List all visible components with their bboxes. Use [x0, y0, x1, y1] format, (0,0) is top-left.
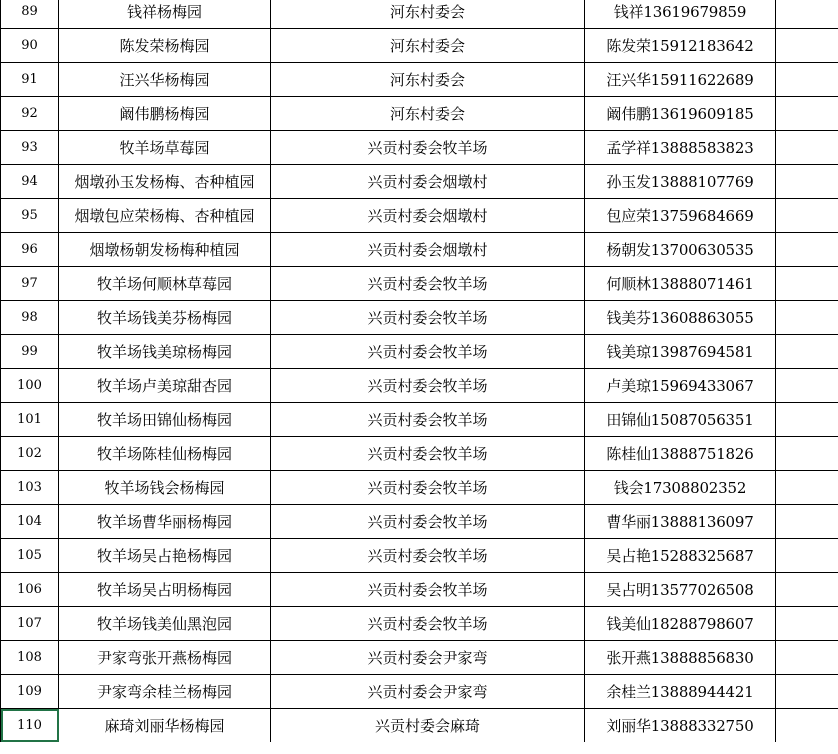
row-number-cell[interactable]: 103 [1, 471, 59, 505]
orchard-name-cell[interactable]: 牧羊场曹华丽杨梅园 [59, 505, 271, 539]
remarks-cell[interactable] [776, 675, 838, 709]
remarks-cell[interactable] [776, 505, 838, 539]
village-committee-cell[interactable]: 兴贡村委会牧羊场 [271, 573, 585, 607]
contact-cell[interactable]: 吴占艳15288325687 [585, 539, 776, 573]
remarks-cell[interactable] [776, 165, 838, 199]
row-number-cell[interactable]: 100 [1, 369, 59, 403]
village-committee-cell[interactable]: 兴贡村委会烟墩村 [271, 233, 585, 267]
orchard-name-cell[interactable]: 牧羊场吴占明杨梅园 [59, 573, 271, 607]
row-number-cell[interactable]: 106 [1, 573, 59, 607]
remarks-cell[interactable] [776, 0, 838, 29]
row-number-cell[interactable]: 105 [1, 539, 59, 573]
remarks-cell[interactable] [776, 641, 838, 675]
table-row [1, 0, 838, 29]
remarks-cell[interactable] [776, 403, 838, 437]
row-number-cell[interactable]: 95 [1, 199, 59, 233]
contact-cell[interactable]: 钱美琼13987694581 [585, 335, 776, 369]
orchard-name-cell[interactable]: 尹家弯余桂兰杨梅园 [59, 675, 271, 709]
village-committee-cell[interactable]: 河东村委会 [271, 97, 585, 131]
row-number-cell[interactable]: 96 [1, 233, 59, 267]
remarks-cell[interactable] [776, 233, 838, 267]
table-row [1, 437, 838, 471]
table-row [1, 607, 838, 641]
contact-cell[interactable]: 田锦仙15087056351 [585, 403, 776, 437]
table-row [1, 233, 838, 267]
village-committee-cell[interactable]: 兴贡村委会尹家弯 [271, 675, 585, 709]
village-committee-cell[interactable]: 河东村委会 [271, 29, 585, 63]
orchard-name-cell[interactable]: 烟墩孙玉发杨梅、杏种植园 [59, 165, 271, 199]
village-committee-cell[interactable]: 兴贡村委会牧羊场 [271, 335, 585, 369]
remarks-cell[interactable] [776, 335, 838, 369]
village-committee-cell[interactable]: 兴贡村委会牧羊场 [271, 607, 585, 641]
contact-cell[interactable]: 刘丽华13888332750 [585, 709, 776, 743]
table-row [1, 505, 838, 539]
village-committee-cell[interactable]: 兴贡村委会牧羊场 [271, 369, 585, 403]
contact-cell[interactable]: 何顺林13888071461 [585, 267, 776, 301]
contact-cell[interactable]: 张开燕13888856830 [585, 641, 776, 675]
table-row [1, 165, 838, 199]
row-number-cell[interactable]: 98 [1, 301, 59, 335]
remarks-cell[interactable] [776, 573, 838, 607]
contact-cell[interactable]: 包应荣13759684669 [585, 199, 776, 233]
orchard-name-cell[interactable]: 牧羊场陈桂仙杨梅园 [59, 437, 271, 471]
remarks-cell[interactable] [776, 471, 838, 505]
contact-cell[interactable]: 孙玉发13888107769 [585, 165, 776, 199]
contact-cell[interactable]: 余桂兰13888944421 [585, 675, 776, 709]
orchard-name-cell[interactable]: 牧羊场钱美仙黑泡园 [59, 607, 271, 641]
contact-cell[interactable]: 钱会17308802352 [585, 471, 776, 505]
row-number-cell[interactable]: 93 [1, 131, 59, 165]
table-row [1, 267, 838, 301]
orchard-name-cell[interactable]: 牧羊场何顺林草莓园 [59, 267, 271, 301]
village-committee-cell[interactable]: 兴贡村委会牧羊场 [271, 505, 585, 539]
row-number-cell[interactable]: 108 [1, 641, 59, 675]
contact-cell[interactable]: 钱祥13619679859 [585, 0, 776, 29]
remarks-cell[interactable] [776, 607, 838, 641]
orchard-name-cell[interactable]: 阚伟鹏杨梅园 [59, 97, 271, 131]
table-row [1, 471, 838, 505]
contact-cell[interactable]: 孟学祥13888583823 [585, 131, 776, 165]
row-number-cell[interactable]: 92 [1, 97, 59, 131]
row-number-cell[interactable]: 89 [1, 0, 59, 29]
contact-cell[interactable]: 杨朝发13700630535 [585, 233, 776, 267]
row-number-cell[interactable]: 107 [1, 607, 59, 641]
orchard-name-cell[interactable]: 钱祥杨梅园 [59, 0, 271, 29]
village-committee-cell[interactable]: 河东村委会 [271, 0, 585, 29]
remarks-cell[interactable] [776, 131, 838, 165]
orchard-name-cell[interactable]: 牧羊场田锦仙杨梅园 [59, 403, 271, 437]
orchard-name-cell[interactable]: 牧羊场草莓园 [59, 131, 271, 165]
table-row [1, 709, 838, 743]
table-row [1, 63, 838, 97]
remarks-cell[interactable] [776, 63, 838, 97]
contact-cell[interactable]: 卢美琼15969433067 [585, 369, 776, 403]
table-row [1, 199, 838, 233]
contact-cell[interactable]: 钱美芬13608863055 [585, 301, 776, 335]
contact-cell[interactable]: 汪兴华15911622689 [585, 63, 776, 97]
table-row [1, 369, 838, 403]
table-row [1, 675, 838, 709]
village-committee-cell[interactable]: 兴贡村委会牧羊场 [271, 301, 585, 335]
remarks-cell[interactable] [776, 369, 838, 403]
row-number-cell[interactable]: 101 [1, 403, 59, 437]
row-number-cell[interactable]: 104 [1, 505, 59, 539]
orchard-name-cell[interactable]: 烟墩包应荣杨梅、杏种植园 [59, 199, 271, 233]
table-row [1, 539, 838, 573]
table-row [1, 301, 838, 335]
village-committee-cell[interactable]: 河东村委会 [271, 63, 585, 97]
table-row [1, 573, 838, 607]
contact-cell[interactable]: 钱美仙18288798607 [585, 607, 776, 641]
remarks-cell[interactable] [776, 709, 838, 743]
orchard-name-cell[interactable]: 尹家弯张开燕杨梅园 [59, 641, 271, 675]
table-row [1, 131, 838, 165]
village-committee-cell[interactable]: 兴贡村委会牧羊场 [271, 471, 585, 505]
remarks-cell[interactable] [776, 199, 838, 233]
village-committee-cell[interactable]: 兴贡村委会尹家弯 [271, 641, 585, 675]
orchard-name-cell[interactable]: 牧羊场钱美芬杨梅园 [59, 301, 271, 335]
row-number-cell[interactable]: 90 [1, 29, 59, 63]
orchard-table-body [1, 0, 838, 742]
orchard-name-cell[interactable]: 麻琦刘丽华杨梅园 [59, 709, 271, 743]
village-committee-cell[interactable]: 兴贡村委会牧羊场 [271, 437, 585, 471]
village-committee-cell[interactable]: 兴贡村委会牧羊场 [271, 403, 585, 437]
table-row [1, 97, 838, 131]
row-number-cell[interactable]: 102 [1, 437, 59, 471]
contact-cell[interactable]: 陈桂仙13888751826 [585, 437, 776, 471]
row-number-cell[interactable]: 94 [1, 165, 59, 199]
contact-cell[interactable]: 吴占明13577026508 [585, 573, 776, 607]
village-committee-cell[interactable]: 兴贡村委会牧羊场 [271, 539, 585, 573]
orchard-name-cell[interactable]: 汪兴华杨梅园 [59, 63, 271, 97]
remarks-cell[interactable] [776, 539, 838, 573]
table-row [1, 641, 838, 675]
contact-cell[interactable]: 曹华丽13888136097 [585, 505, 776, 539]
orchard-name-cell[interactable]: 牧羊场卢美琼甜杏园 [59, 369, 271, 403]
row-number-cell[interactable]: 97 [1, 267, 59, 301]
table-row [1, 403, 838, 437]
remarks-cell[interactable] [776, 301, 838, 335]
orchard-name-cell[interactable]: 陈发荣杨梅园 [59, 29, 271, 63]
remarks-cell[interactable] [776, 97, 838, 131]
remarks-cell[interactable] [776, 267, 838, 301]
row-number-cell[interactable]: 99 [1, 335, 59, 369]
village-committee-cell[interactable]: 兴贡村委会麻琦 [271, 709, 585, 743]
orchard-name-cell[interactable]: 牧羊场吴占艳杨梅园 [59, 539, 271, 573]
remarks-cell[interactable] [776, 437, 838, 471]
contact-cell[interactable]: 阚伟鹏13619609185 [585, 97, 776, 131]
orchard-name-cell[interactable]: 牧羊场钱美琼杨梅园 [59, 335, 271, 369]
row-number-cell[interactable]: 109 [1, 675, 59, 709]
row-number-cell[interactable]: 91 [1, 63, 59, 97]
row-number-cell[interactable]: 110 [1, 709, 59, 743]
village-committee-cell[interactable]: 兴贡村委会牧羊场 [271, 267, 585, 301]
orchard-name-cell[interactable]: 烟墩杨朝发杨梅种植园 [59, 233, 271, 267]
orchard-name-cell[interactable]: 牧羊场钱会杨梅园 [59, 471, 271, 505]
village-committee-cell[interactable]: 兴贡村委会牧羊场 [271, 131, 585, 165]
contact-cell[interactable]: 陈发荣15912183642 [585, 29, 776, 63]
village-committee-cell[interactable]: 兴贡村委会烟墩村 [271, 199, 585, 233]
table-row [1, 29, 838, 63]
village-committee-cell[interactable]: 兴贡村委会烟墩村 [271, 165, 585, 199]
remarks-cell[interactable] [776, 29, 838, 63]
table-row [1, 335, 838, 369]
